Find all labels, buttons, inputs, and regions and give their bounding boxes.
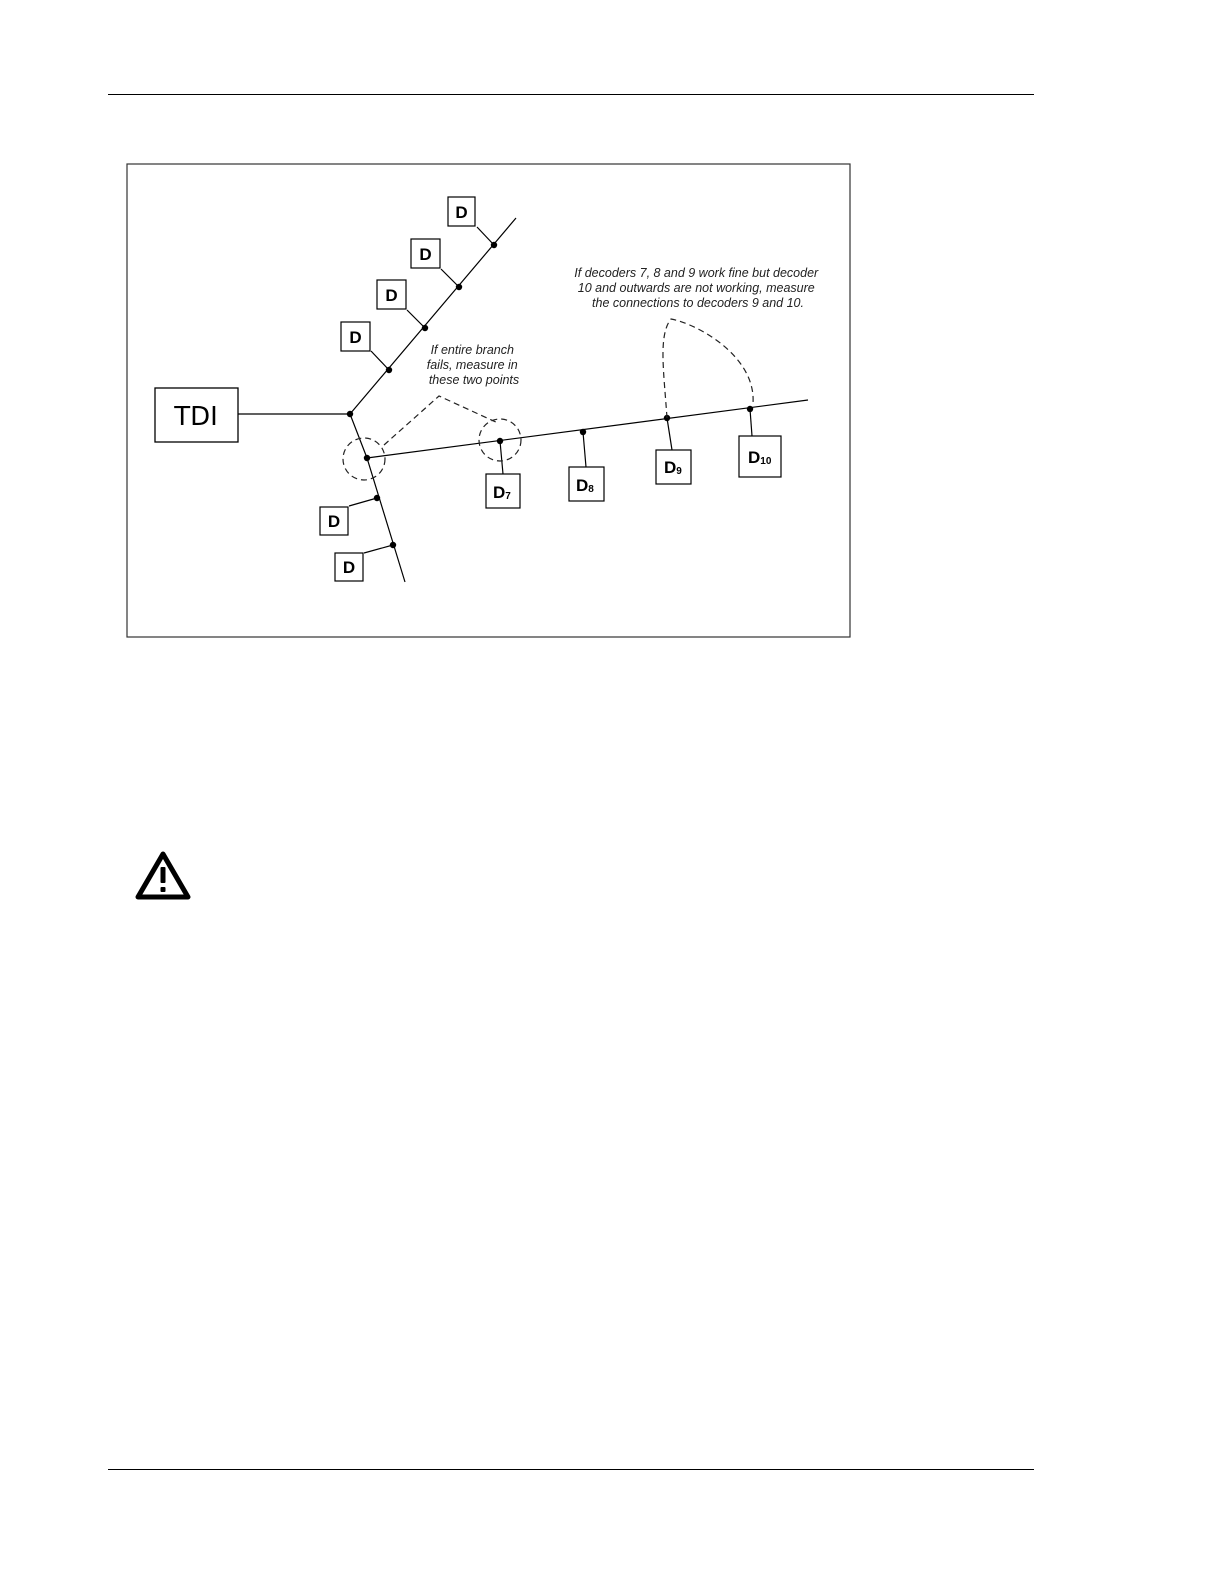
branch-fail-note: If entire branch fails, measure in these two points (426, 343, 520, 387)
footer-rule (108, 1469, 1034, 1470)
decoder-fail-note: If decoders 7, 8 and 9 work fine but decoder 10 and outwards are not working, measure the connections to decoders 9 and 10. (574, 266, 819, 310)
warning-triangle-icon (134, 850, 192, 902)
decoder-letter: D (493, 483, 506, 502)
decoder-letter: D (664, 458, 677, 477)
decoder-subscript: 9 (676, 466, 682, 477)
decoder-label: D (342, 558, 356, 577)
decoder-label: D (349, 328, 362, 347)
decoder-subscript: 8 (588, 484, 594, 495)
decoder-subscript: 10 (760, 456, 772, 467)
decoder-letter: D (576, 476, 589, 495)
decoder-wiring-diagram (126, 163, 852, 639)
decoder-label: D (419, 245, 432, 264)
decoder-label: D (327, 512, 341, 531)
header-rule (108, 94, 1034, 95)
tdi-label: TDI (174, 402, 218, 432)
tdi-junction (347, 411, 353, 417)
decoder-label: D (455, 203, 468, 222)
decoder-label: D (385, 286, 398, 305)
branch-junction (364, 455, 370, 461)
decoder-letter: D (748, 448, 761, 467)
decoder-subscript: 7 (505, 491, 511, 502)
